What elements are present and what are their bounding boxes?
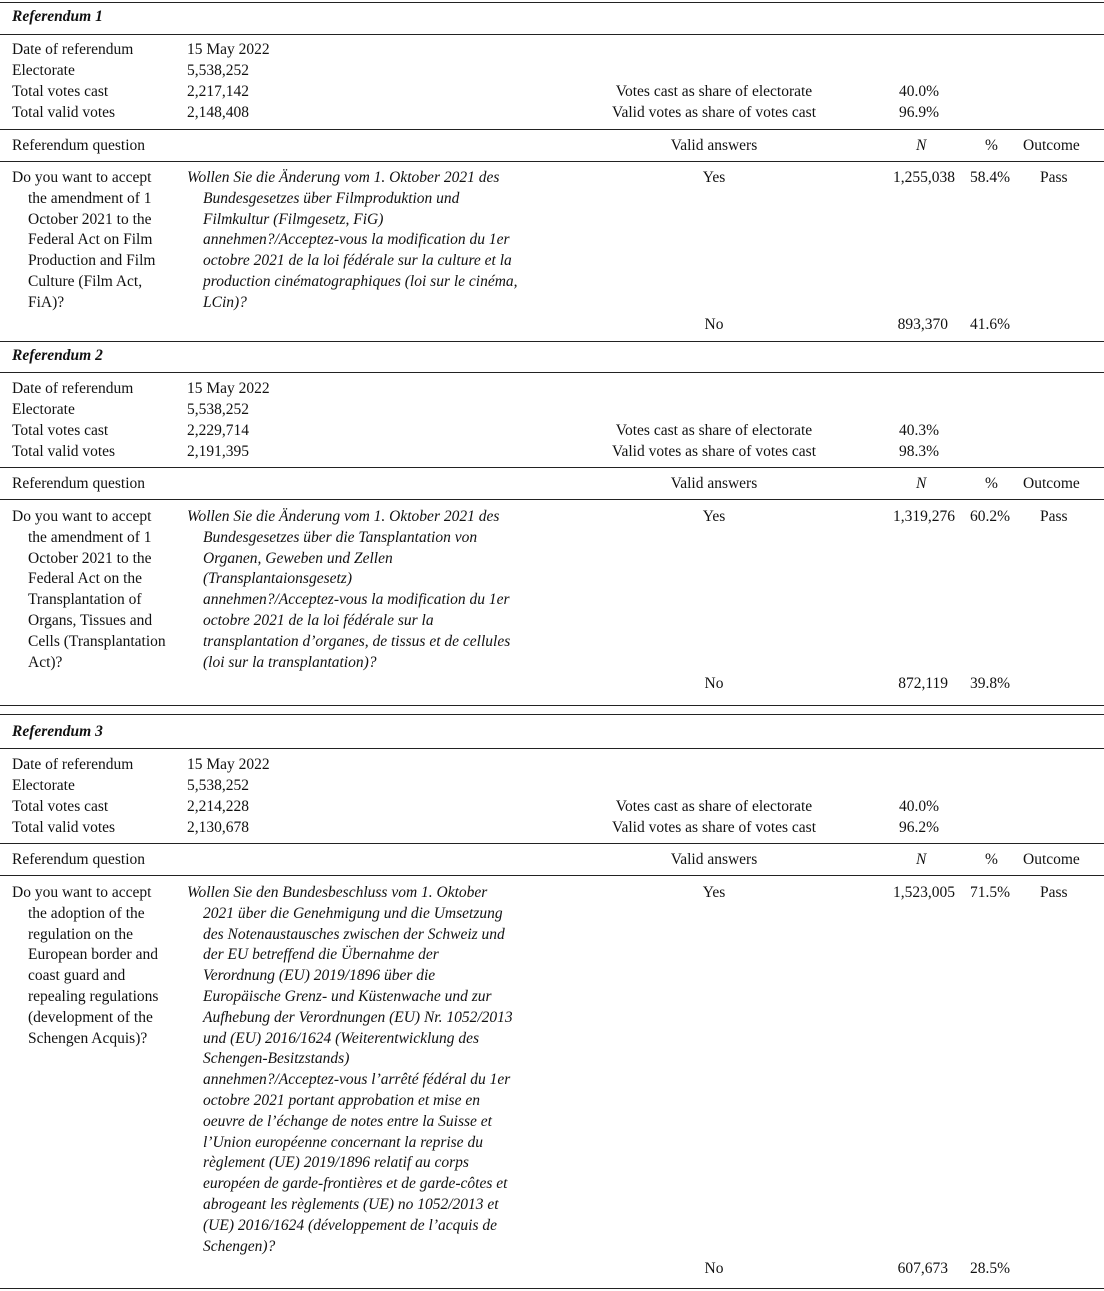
valid-answers-header: Valid answers: [670, 475, 758, 492]
pct-header: %: [985, 851, 998, 868]
rule: [0, 161, 1104, 162]
n-header: N: [916, 475, 927, 492]
question-line: European border and: [28, 946, 158, 964]
original-line: octobre 2021 de la loi fédérale sur la: [203, 611, 434, 629]
original-line: Aufhebung der Verordnungen (EU) Nr. 1052/2013: [203, 1008, 513, 1026]
electorate-value: 5,538,252: [187, 401, 249, 418]
question-line: repealing regulations: [28, 987, 159, 1005]
electorate-label: Electorate: [12, 62, 75, 79]
outcome-value: Pass: [1040, 508, 1068, 525]
original-line: transplantation d’organes, de tissus et de cellules: [203, 632, 511, 650]
date-value: 15 May 2022: [187, 756, 270, 773]
question-text-original: [187, 168, 577, 314]
question-line: Act)?: [28, 653, 63, 671]
no-label: No: [704, 316, 724, 333]
no-pct: 39.8%: [970, 675, 1011, 692]
referendum-2-title: Referendum 2: [12, 347, 103, 364]
valid-votes-share-value: 98.3%: [899, 443, 940, 460]
question-line: October 2021 to the: [28, 210, 152, 228]
electorate-value: 5,538,252: [187, 62, 249, 79]
total-votes-cast-label: Total votes cast: [12, 798, 109, 815]
question-line: Schengen Acquis)?: [28, 1029, 148, 1047]
original-line: Bundesgesetzes über Filmproduktion und: [203, 189, 460, 207]
outcome-value: Pass: [1040, 884, 1068, 901]
valid-votes-share-label: Valid votes as share of votes cast: [611, 443, 817, 460]
yes-pct: 60.2%: [970, 508, 1011, 525]
rule-bottom: [0, 1288, 1104, 1289]
date-value: 15 May 2022: [187, 380, 270, 397]
rule: [0, 129, 1104, 130]
no-label: No: [704, 1260, 724, 1277]
original-line: der EU betreffend die Übernahme der: [203, 946, 439, 964]
n-header: N: [916, 137, 927, 154]
total-votes-cast-value: 2,214,228: [187, 798, 249, 815]
question-line: Federal Act on the: [28, 570, 143, 588]
original-line: octobre 2021 de la loi fédérale sur la culture et la: [203, 252, 512, 270]
original-line: des Notenaustausches zwischen der Schweiz und: [203, 925, 505, 943]
rule: [0, 748, 1104, 749]
original-line: (Transplantaionsgesetz): [203, 570, 352, 588]
total-votes-cast-value: 2,217,142: [187, 83, 249, 100]
votes-cast-share-value: 40.0%: [899, 83, 940, 100]
rule: [0, 875, 1104, 876]
no-n: 872,119: [898, 675, 948, 692]
pct-header: %: [985, 137, 998, 154]
referendum-1-title: Referendum 1: [12, 8, 103, 25]
original-line: 2021 über die Genehmigung und die Umsetzung: [203, 904, 503, 922]
yes-label: Yes: [702, 169, 726, 186]
votes-cast-share-value: 40.3%: [899, 422, 940, 439]
yes-pct: 58.4%: [970, 169, 1011, 186]
votes-cast-share-label: Votes cast as share of electorate: [615, 798, 813, 815]
original-line: Wollen Sie die Änderung vom 1. Oktober 2021 des: [187, 169, 500, 186]
question-line: Federal Act on Film: [28, 231, 153, 249]
valid-answers-header: Valid answers: [670, 851, 758, 868]
no-n: 607,673: [897, 1260, 948, 1277]
outcome-header: Outcome: [1023, 475, 1080, 492]
question-line: (development of the: [28, 1008, 153, 1026]
original-line: Schengen)?: [203, 1237, 276, 1255]
valid-answers-header: Valid answers: [670, 137, 758, 154]
total-valid-votes-label: Total valid votes: [12, 104, 116, 121]
original-line: Filmkultur (Filmgesetz, FiG): [203, 210, 384, 228]
original-line: annehmen?/Acceptez-vous la modification du 1er: [203, 231, 510, 249]
pct-header: %: [985, 475, 998, 492]
original-line: production cinématographiques (loi sur le cinéma,: [203, 272, 518, 290]
rule: [0, 372, 1104, 373]
outcome-header: Outcome: [1023, 137, 1080, 154]
total-valid-votes-value: 2,130,678: [187, 819, 249, 836]
original-line: oeuvre de l’échange de notes entre la Suisse et: [203, 1112, 492, 1130]
date-label: Date of referendum: [12, 41, 134, 58]
no-label: No: [704, 675, 724, 692]
yes-n: 1,319,276: [893, 508, 955, 525]
original-line: Organen, Geweben und Zellen: [203, 549, 393, 567]
question-line: coast guard and: [28, 967, 126, 985]
original-line: Europäische Grenz- und Küstenwache und zur: [203, 987, 492, 1005]
question-line: the amendment of 1: [28, 528, 152, 546]
rule-top: [0, 2, 1104, 3]
question-text-original: [187, 883, 577, 1257]
referendum-3-title: Referendum 3: [12, 723, 103, 740]
yes-label: Yes: [702, 508, 726, 525]
yes-n: 1,255,038: [893, 169, 955, 186]
original-line: Schengen-Besitzstands): [203, 1050, 350, 1068]
question-line: Do you want to accept: [12, 508, 152, 525]
total-valid-votes-label: Total valid votes: [12, 819, 116, 836]
question-text-en: [12, 507, 188, 673]
question-line: the amendment of 1: [28, 189, 152, 207]
valid-votes-share-value: 96.9%: [899, 104, 940, 121]
yes-pct: 71.5%: [970, 884, 1011, 901]
original-line: annehmen?/Acceptez-vous la modification du 1er: [203, 591, 510, 609]
rule: [0, 705, 1104, 706]
rule: [0, 467, 1104, 468]
outcome-header: Outcome: [1023, 851, 1080, 868]
question-line: Organs, Tissues and: [28, 611, 153, 629]
question-header: Referendum question: [12, 137, 146, 154]
rule: [0, 843, 1104, 844]
question-line: Production and Film: [28, 252, 156, 270]
total-valid-votes-label: Total valid votes: [12, 443, 116, 460]
question-line: regulation on the: [28, 925, 134, 943]
rule: [0, 34, 1104, 35]
yes-n: 1,523,005: [893, 884, 955, 901]
total-votes-cast-label: Total votes cast: [12, 422, 109, 439]
n-header: N: [916, 851, 927, 868]
original-line: octobre 2021 portant approbation et mise en: [203, 1091, 480, 1109]
original-line: (loi sur la transplantation)?: [203, 653, 377, 671]
question-header: Referendum question: [12, 475, 146, 492]
original-line: abrogeant les règlements (UE) no 1052/2013 et: [203, 1195, 499, 1213]
votes-cast-share-label: Votes cast as share of electorate: [615, 422, 813, 439]
total-valid-votes-value: 2,191,395: [187, 443, 249, 460]
question-line: Transplantation of: [28, 591, 142, 609]
rule: [0, 341, 1104, 342]
total-valid-votes-value: 2,148,408: [187, 104, 249, 121]
no-n: 893,370: [897, 316, 948, 333]
no-pct: 28.5%: [970, 1260, 1011, 1277]
date-value: 15 May 2022: [187, 41, 270, 58]
question-header: Referendum question: [12, 851, 146, 868]
total-votes-cast-value: 2,229,714: [187, 422, 249, 439]
original-line: européen de garde-frontières et de garde-côtes et: [203, 1175, 508, 1193]
question-text-en: [12, 168, 188, 314]
votes-cast-share-value: 40.0%: [899, 798, 940, 815]
original-line: Bundesgesetzes über die Tansplantation von: [203, 528, 478, 546]
rule: [0, 499, 1104, 500]
valid-votes-share-label: Valid votes as share of votes cast: [611, 819, 817, 836]
question-line: Do you want to accept: [12, 169, 152, 186]
total-votes-cast-label: Total votes cast: [12, 83, 109, 100]
original-line: annehmen?/Acceptez-vous l’arrêté fédéral du 1er: [203, 1071, 511, 1089]
original-line: (UE) 2016/1624 (développement de l’acquis de: [203, 1216, 497, 1234]
original-line: règlement (UE) 2019/1896 relatif au corps: [203, 1154, 469, 1172]
date-label: Date of referendum: [12, 756, 134, 773]
votes-cast-share-label: Votes cast as share of electorate: [615, 83, 813, 100]
question-line: the adoption of the: [28, 904, 145, 922]
question-line: Cells (Transplantation: [28, 632, 166, 650]
date-label: Date of referendum: [12, 380, 134, 397]
outcome-value: Pass: [1040, 169, 1068, 186]
valid-votes-share-value: 96.2%: [899, 819, 940, 836]
question-line: October 2021 to the: [28, 549, 152, 567]
yes-label: Yes: [702, 884, 726, 901]
rule: [0, 714, 1104, 715]
question-line: Culture (Film Act,: [28, 272, 143, 290]
original-line: LCin)?: [203, 293, 247, 311]
electorate-value: 5,538,252: [187, 777, 249, 794]
question-text-en: [12, 883, 188, 1049]
electorate-label: Electorate: [12, 777, 75, 794]
original-line: Wollen Sie die Änderung vom 1. Oktober 2021 des: [187, 508, 500, 525]
question-line: Do you want to accept: [12, 884, 152, 901]
electorate-label: Electorate: [12, 401, 75, 418]
no-pct: 41.6%: [970, 316, 1011, 333]
original-line: l’Union européenne concernant la reprise du: [203, 1133, 483, 1151]
question-line: FiA)?: [28, 293, 65, 311]
valid-votes-share-label: Valid votes as share of votes cast: [611, 104, 817, 121]
question-text-original: [187, 507, 577, 673]
original-line: Wollen Sie den Bundesbeschluss vom 1. Oktober: [187, 884, 488, 901]
original-line: Verordnung (EU) 2019/1896 über die: [203, 967, 436, 985]
original-line: und (EU) 2016/1624 (Weiterentwicklung des: [203, 1029, 480, 1047]
